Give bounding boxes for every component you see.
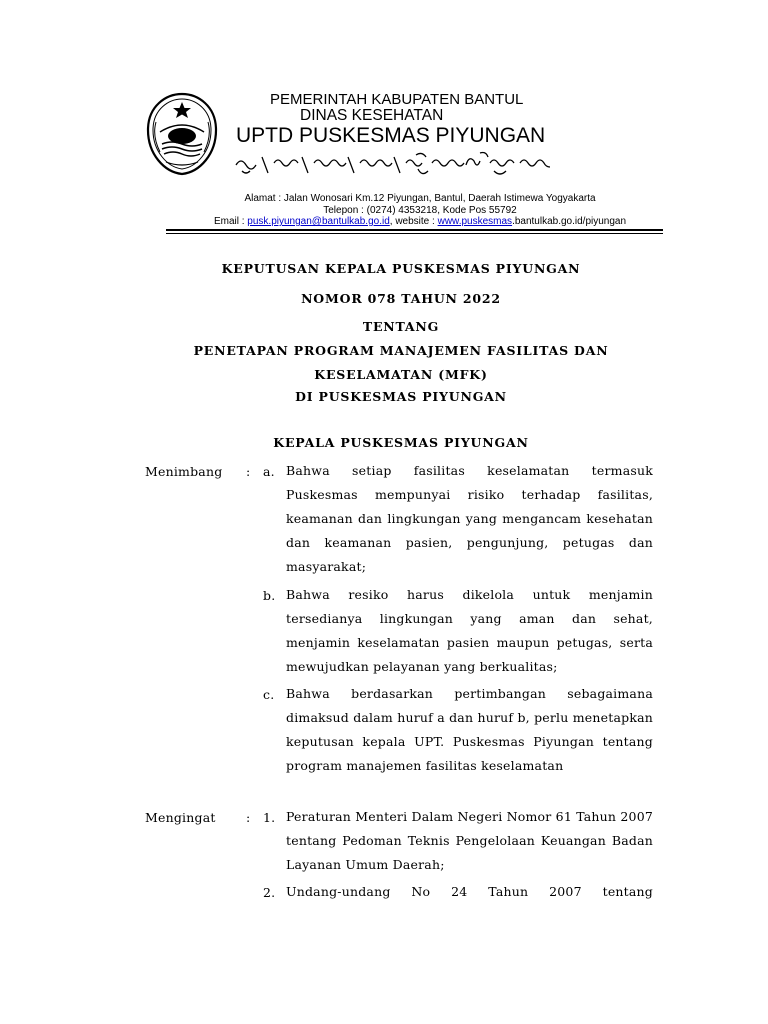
menimbang-item-text: Bahwa berdasarkan pertimbangan sebagaimana dimaksud dalam huruf a dan huruf b, perlu menetapkan keputusan kepala UPT. Puskesmas Piyungan tentang program manajemen fasilitas keselamatan (286, 686, 653, 773)
agency-name: DINAS KESEHATAN (300, 107, 444, 124)
mengingat-item-marker: 2. (263, 885, 276, 900)
javanese-script-name (232, 149, 552, 179)
menimbang-item-marker: b. (263, 588, 276, 603)
mengingat-item-text: Undang-undang No 24 Tahun 2007 tentang (286, 884, 653, 899)
menimbang-item-marker: a. (263, 464, 275, 479)
office-contact-line (36, 216, 768, 227)
decree-subject-line-2: KESELAMATAN (MFK) (314, 367, 488, 382)
institution-name: UPTD PUSKESMAS PIYUNGAN (236, 124, 546, 147)
government-name: PEMERINTAH KABUPATEN BANTUL (270, 91, 524, 108)
mengingat-label: Mengingat (145, 810, 216, 825)
email-label: Email : (213, 216, 248, 227)
website-domain: .bantulkab.go.id/piyungan (512, 216, 627, 227)
decree-subject-line-1: PENETAPAN PROGRAM MANAJEMEN FASILITAS DAN (193, 343, 609, 358)
menimbang-item-text: Bahwa setiap fasilitas keselamatan termasuk Puskesmas mempunyai risiko terhadap fasilitas, keamanan dan lingkungan yang mengancam kesehatan dan keamanan pasien, pengunjung, petugas dan masyarakat; (286, 463, 653, 574)
office-address: Alamat : Jalan Wonosari Km.12 Piyungan, Bantul, Daerah Istimewa Yogyakarta (244, 193, 596, 204)
menimbang-item-marker: c. (263, 687, 275, 702)
mengingat-item-marker: 1. (263, 810, 276, 825)
mengingat-colon: : (246, 810, 251, 825)
decree-authority: KEPALA PUSKESMAS PIYUNGAN (273, 435, 529, 450)
website-label: , website : (389, 216, 438, 227)
bantul-regency-emblem-icon (146, 92, 218, 176)
menimbang-item-text: Bahwa resiko harus dikelola untuk menjamin tersedianya lingkungan yang aman dan sehat, menjamin keselamatan pasien maupun petugas, serta mewujudkan pelayanan yang berkualitas; (286, 587, 653, 674)
menimbang-colon: : (246, 464, 251, 479)
email-link[interactable]: pusk.piyungan@bantulkab.go.id (247, 216, 390, 227)
office-phone: Telepon : (0274) 4353218, Kode Pos 55792 (323, 205, 517, 216)
letterhead-divider-thin (166, 233, 663, 234)
decree-about: TENTANG (362, 319, 440, 334)
letterhead (0, 0, 768, 240)
menimbang-label: Menimbang (145, 464, 223, 479)
decree-subject-line-3: DI PUSKESMAS PIYUNGAN (295, 389, 507, 404)
website-link[interactable]: www.puskesmas (437, 216, 513, 227)
decree-number: NOMOR 078 TAHUN 2022 (301, 291, 501, 306)
mengingat-item-text: Peraturan Menteri Dalam Negeri Nomor 61 Tahun 2007 tentang Pedoman Teknis Pengelolaan Keuangan Badan Layanan Umum Daerah; (286, 809, 653, 872)
letterhead-divider (166, 229, 663, 231)
decree-title: KEPUTUSAN KEPALA PUSKESMAS PIYUNGAN (221, 261, 581, 276)
